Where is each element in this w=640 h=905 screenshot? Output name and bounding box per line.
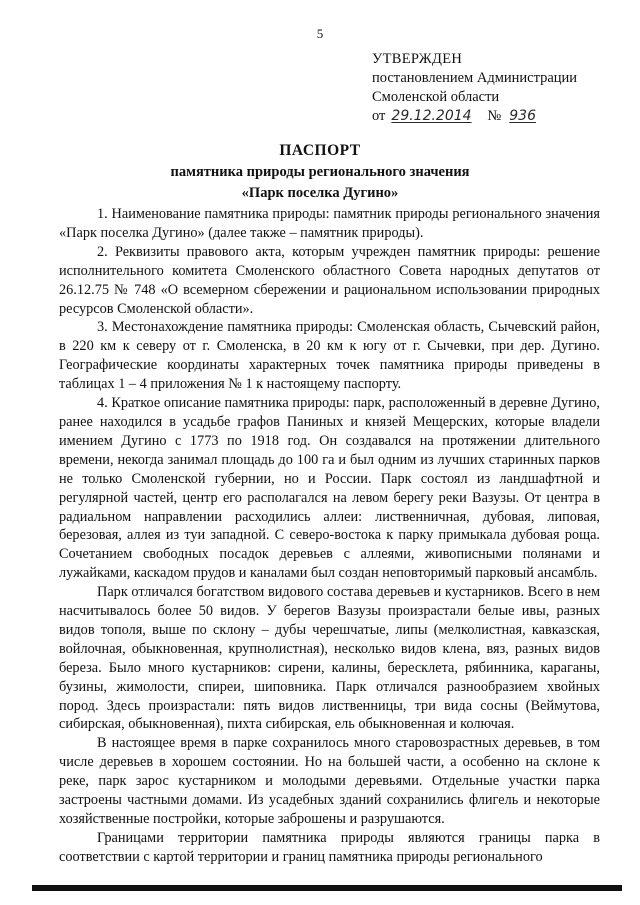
document-park-name: «Парк поселка Дугино»: [241, 185, 399, 201]
paragraph-current-state: В настоящее время в парке сохранилось много старовозрастных деревьев, в том числе деревьев в хорошем состоянии. Но на большей части, а особенно на склоне к реке, парк зарос кустарником и молодыми деревьями. Отдельные участки парка застроены частными домами. Из усадебных зданий сохранились флигель и некоторые хозяйственные постройки, которые заброшены и разрушаются.: [59, 735, 600, 827]
paragraph-location: 3. Местонахождение памятника природы: Смоленская область, Сычевский район, в 220 км к северу от г. Смоленска, в 20 км к югу от г. Сычевки, при дер. Дугино. Географические координаты характерных точек памятника природы приведены в таблицах 1 – 4 приложения № 1 к настоящему паспорту.: [59, 319, 600, 393]
date-prefix: от: [372, 108, 386, 124]
approval-line-decree: постановлением Администрации: [372, 70, 578, 86]
document-heading: [0, 141, 640, 203]
document-subtitle: памятника природы регионального значения: [170, 164, 470, 180]
approval-block: [372, 50, 577, 126]
paragraph-boundaries: Границами территории памятника природы являются границы парка в соответствии с картой территории и границ памятника природы регионального: [59, 829, 600, 865]
page-number: 5: [316, 26, 324, 41]
approval-line-region: Смоленской области: [372, 89, 500, 105]
handwritten-date: 29.12.2014: [391, 108, 472, 124]
document-title: ПАСПОРТ: [279, 142, 361, 159]
approval-date-line: [372, 107, 577, 126]
number-prefix: №: [487, 108, 502, 124]
bottom-rule: [32, 885, 622, 891]
paragraph-description: 4. Краткое описание памятника природы: парк, расположенный в деревне Дугино, ранее находился в усадьбе графов Паниных и князей Мещерских, которые владели имением Дугино с 1773 по 1918 год. Он создавался на протяжении длительного времени, некогда занимал площадь до 100 га и был одним из лучших старинных парков не только Смоленской губернии, но и России. Парк состоял из ландшафтной и регулярной частей, центр его располагался на левом берегу реки Вазузы. От центра в радиальном направлении расходились аллеи: лиственничная, дубовая, липовая, березовая, аллея из туи западной. С северо-востока к парку примыкала дубовая роща. Сочетанием свободных посадок деревьев с аллеями, живописными полянами и лужайками, каскадом прудов и каналами был создан неповторимый парковый ансамбль.: [59, 395, 600, 582]
document-body: [59, 205, 600, 867]
paragraph-name: 1. Наименование памятника природы: памятник природы регионального значения «Парк поселка Дугино» (далее также – памятник природы).: [59, 206, 600, 241]
handwritten-number: 936: [509, 108, 536, 124]
paragraph-species: Парк отличался богатством видового состава деревьев и кустарников. Всего в нем насчитывалось более 50 видов. У берегов Вазузы произрастали белые ивы, разных видов тополя, выше по склону – дубы черешчатые, липы (мелколистная, кавказская, войлочная, обыкновенная, крупнолистная), несколько видов клена, вяз, разных видов береза. Было много кустарников: сирени, калины, бересклета, рябинника, караганы, бузины, жимолости, спиреи, шиповника. Парк отличался разнообразием хвойных пород. Здесь произрастали: пять видов лиственницы, три вида сосны (Веймутова, сибирская, обыкновенная), пихта сибирская, ель обыкновенная и колючая.: [59, 584, 600, 733]
approval-title: УТВЕРЖДЕН: [372, 51, 463, 67]
paragraph-legal-act: 2. Реквизиты правового акта, которым учрежден памятник природы: решение исполнительного комитета Смоленского областного Совета народных депутатов от 26.12.75 № 748 «О всемерном сбережении и рациональном использовании природных ресурсов Смоленской области».: [59, 243, 600, 317]
